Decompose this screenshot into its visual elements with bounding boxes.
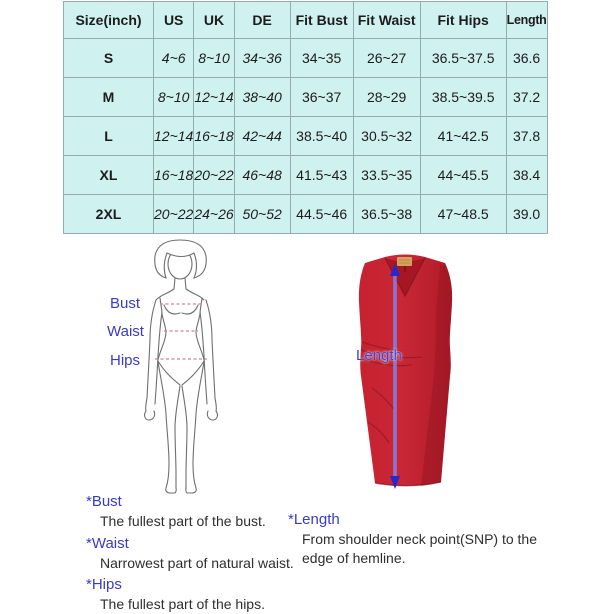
us-cell: 16~18 — [154, 156, 194, 195]
definition-term: *Length — [288, 511, 340, 528]
definition-hips — [86, 576, 336, 614]
waist-label: Waist — [107, 323, 144, 340]
table-row-2xl — [64, 195, 548, 234]
fit-hips-cell: 38.5~39.5 — [420, 78, 506, 117]
size-cell: L — [64, 117, 154, 156]
measurement-definitions-right — [288, 507, 544, 567]
definition-description: From shoulder neck point(SNP) to the edge of hemline. — [302, 531, 537, 566]
uk-cell: 24~26 — [194, 195, 234, 234]
column-header-length: Length — [506, 2, 547, 39]
size-cell: XL — [64, 156, 154, 195]
uk-cell: 16~18 — [194, 117, 234, 156]
fit-bust-cell: 44.5~46 — [290, 195, 353, 234]
length-cell: 37.2 — [506, 78, 547, 117]
size-cell: M — [64, 78, 154, 117]
fit-bust-cell: 36~37 — [290, 78, 353, 117]
us-cell: 20~22 — [154, 195, 194, 234]
fit-waist-cell: 30.5~32 — [353, 117, 420, 156]
column-header-de: DE — [234, 2, 290, 39]
de-cell: 46~48 — [234, 156, 290, 195]
table-row-l — [64, 117, 548, 156]
us-cell: 12~14 — [154, 117, 194, 156]
header-row — [64, 2, 548, 39]
definition-length — [288, 511, 544, 567]
table-row-s — [64, 39, 548, 78]
length-cell: 36.6 — [506, 39, 547, 78]
length-label: Length — [356, 347, 402, 364]
fit-waist-cell: 33.5~35 — [353, 156, 420, 195]
fit-bust-cell: 41.5~43 — [290, 156, 353, 195]
fit-waist-cell: 28~29 — [353, 78, 420, 117]
definition-term: *Hips — [86, 576, 122, 593]
fit-hips-cell: 47~48.5 — [420, 195, 506, 234]
fit-bust-cell: 34~35 — [290, 39, 353, 78]
length-cell: 39.0 — [506, 195, 547, 234]
column-header-uk: UK — [194, 2, 234, 39]
brand-tag — [397, 257, 412, 266]
fit-waist-cell: 36.5~38 — [353, 195, 420, 234]
column-header-fit-waist: Fit Waist — [353, 2, 420, 39]
hips-label: Hips — [110, 352, 141, 369]
length-cell: 37.8 — [506, 117, 547, 156]
column-header-size: Size(inch) — [64, 2, 154, 39]
de-cell: 50~52 — [234, 195, 290, 234]
bust-label: Bust — [110, 295, 141, 312]
size-chart-table — [63, 1, 548, 234]
uk-cell: 20~22 — [194, 156, 234, 195]
de-cell: 42~44 — [234, 117, 290, 156]
length-cell: 38.4 — [506, 156, 547, 195]
fit-hips-cell: 41~42.5 — [420, 117, 506, 156]
size-cell: S — [64, 39, 154, 78]
size-cell: 2XL — [64, 195, 154, 234]
fit-waist-cell: 26~27 — [353, 39, 420, 78]
dress-illustration — [348, 252, 474, 492]
column-header-fit-bust: Fit Bust — [290, 2, 353, 39]
uk-cell: 8~10 — [194, 39, 234, 78]
de-cell: 34~36 — [234, 39, 290, 78]
fit-hips-cell: 44~45.5 — [420, 156, 506, 195]
us-cell: 4~6 — [154, 39, 194, 78]
definition-term: *Bust — [86, 493, 122, 510]
uk-cell: 12~14 — [194, 78, 234, 117]
fit-hips-cell: 36.5~37.5 — [420, 39, 506, 78]
column-header-fit-hips: Fit Hips — [420, 2, 506, 39]
us-cell: 8~10 — [154, 78, 194, 117]
column-header-us: US — [154, 2, 194, 39]
table-row-xl — [64, 156, 548, 195]
definition-term: *Waist — [86, 534, 129, 552]
definition-description: The fullest part of the hips. — [100, 596, 265, 612]
table-row-m — [64, 78, 548, 117]
fit-bust-cell: 38.5~40 — [290, 117, 353, 156]
definition-description: The fullest part of the bust. — [100, 513, 266, 529]
de-cell: 38~40 — [234, 78, 290, 117]
definition-description: Narrowest part of natural waist. — [100, 554, 294, 571]
